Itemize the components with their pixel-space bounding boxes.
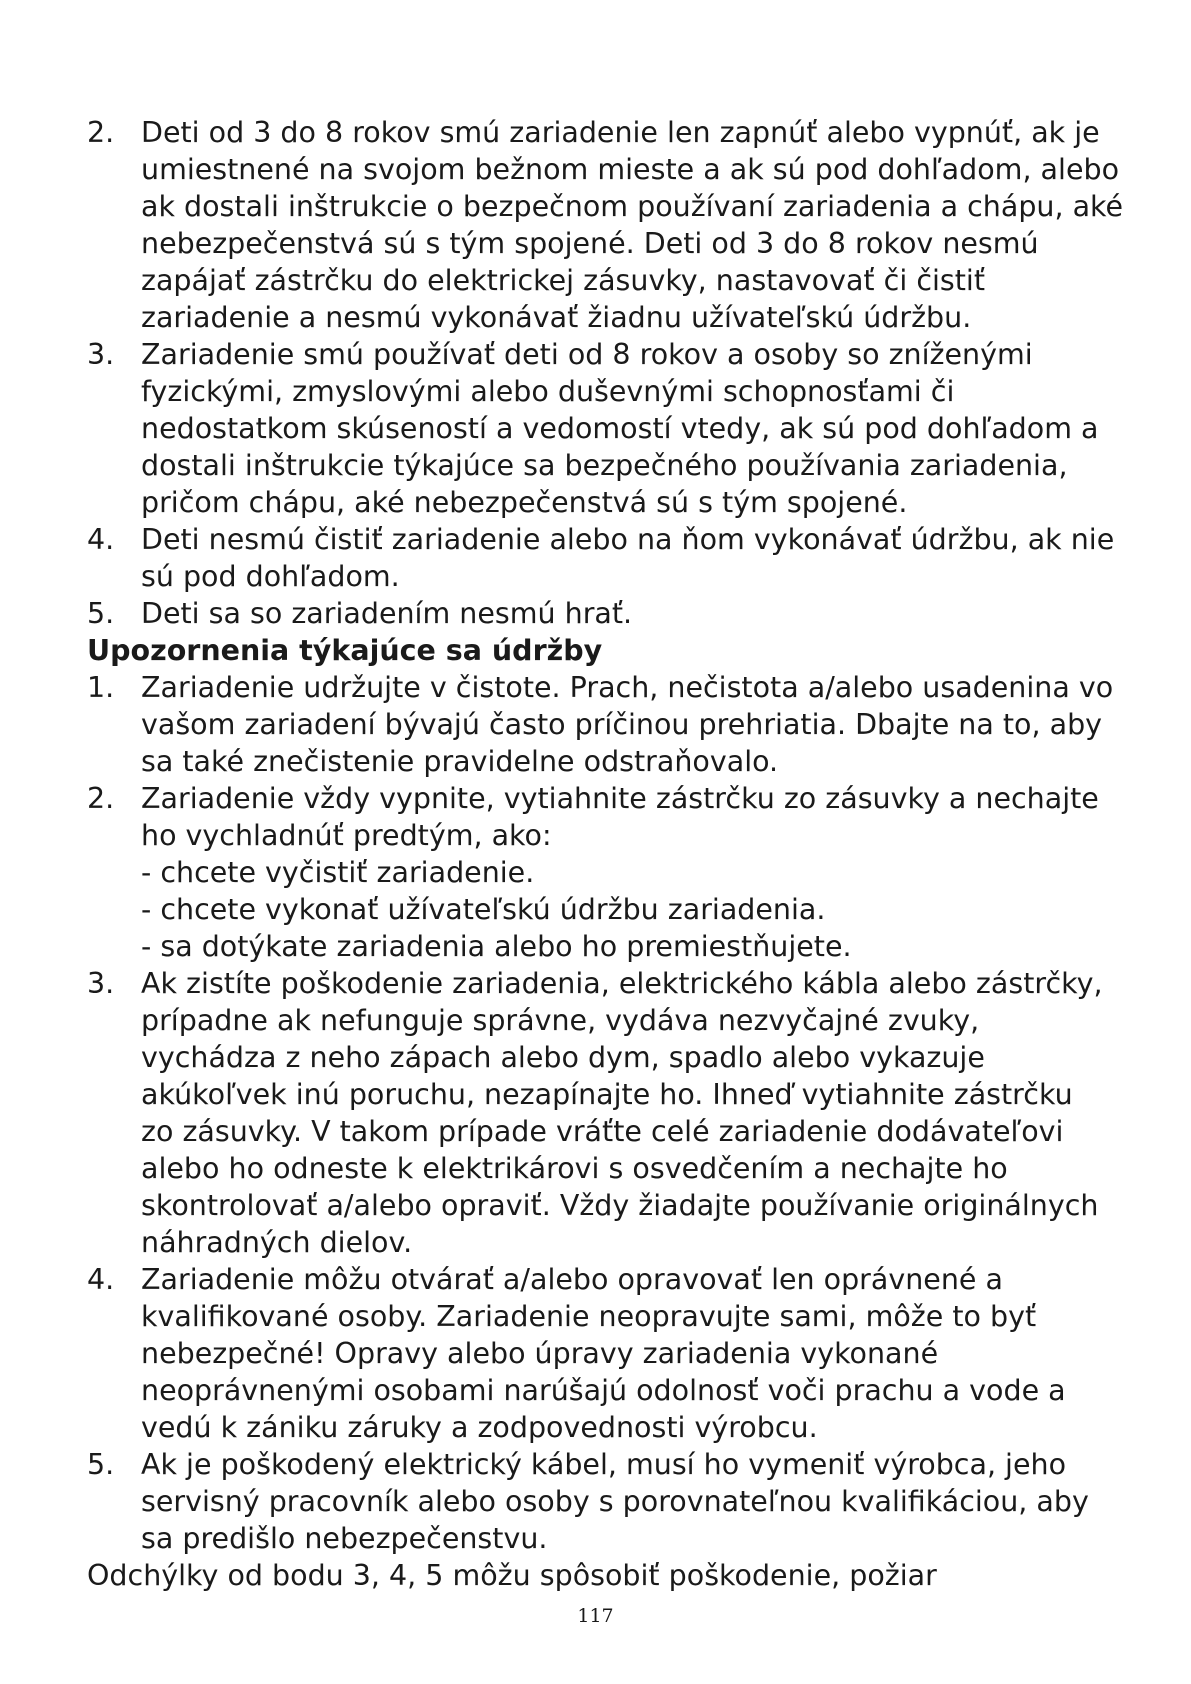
item-text-line: vychádza z neho zápach alebo dym, spadlo alebo vykazuje: [141, 1041, 985, 1074]
item-text-line: umiestnené na svojom bežnom mieste a ak sú pod dohľadom, alebo: [141, 153, 1120, 186]
item-number: 2.: [87, 116, 115, 149]
list-item: [87, 521, 1137, 595]
item-text-line: ak dostali inštrukcie o bezpečnom používaní zariadenia a chápu, aké: [141, 190, 1124, 223]
item-number: 1.: [87, 671, 115, 704]
item-text-line: akúkoľvek inú poruchu, nezapínajte ho. Ihneď vytiahnite zástrčku: [141, 1078, 1073, 1111]
item-text-line: Ak je poškodený elektrický kábel, musí ho vymeniť výrobca, jeho: [141, 1448, 1067, 1481]
item-text-line: prípadne ak nefunguje správne, vydáva nezvyčajné zvuky,: [141, 1004, 980, 1037]
page-content: [87, 114, 1137, 1594]
maintenance-warnings-list: [87, 669, 1137, 1557]
item-text-line: vašom zariadení bývajú často príčinou prehriatia. Dbajte na to, aby: [141, 708, 1103, 741]
section-heading: Upozornenia týkajúce sa údržby: [87, 634, 603, 667]
item-number: 3.: [87, 967, 115, 1000]
item-text-line: - sa dotýkate zariadenia alebo ho premiestňujete.: [141, 930, 852, 963]
item-text-line: sú pod dohľadom.: [141, 560, 400, 593]
item-text-line: neoprávnenými osobami narúšajú odolnosť voči prachu a vode a: [141, 1374, 1066, 1407]
item-text-line: nedostatkom skúseností a vedomostí vtedy, ak sú pod dohľadom a: [141, 412, 1099, 445]
item-number: 5.: [87, 597, 115, 630]
item-text-line: zariadenie a nesmú vykonávať žiadnu užívateľskú údržbu.: [141, 301, 972, 334]
item-text-line: Deti sa so zariadením nesmú hrať.: [141, 597, 633, 630]
item-text-line: vedú k zániku záruky a zodpovednosti výrobcu.: [141, 1411, 818, 1444]
item-text-line: zo zásuvky. V takom prípade vráťte celé zariadenie dodávateľovi: [141, 1115, 1064, 1148]
page-number: 117: [577, 1605, 614, 1627]
list-item: [87, 1446, 1137, 1557]
item-text-line: pričom chápu, aké nebezpečenstvá sú s tým spojené.: [141, 486, 908, 519]
item-text-line: sa predišlo nebezpečenstvu.: [141, 1522, 548, 1555]
item-number: 3.: [87, 338, 115, 371]
item-text-line: Zariadenie smú používať deti od 8 rokov a osoby so zníženými: [141, 338, 1033, 371]
list-item: [87, 595, 1137, 632]
item-text-line: nebezpečenstvá sú s tým spojené. Deti od 3 do 8 rokov nesmú: [141, 227, 1039, 260]
item-text-line: zapájať zástrčku do elektrickej zásuvky, nastavovať či čistiť: [141, 264, 986, 297]
item-number: 4.: [87, 1263, 115, 1296]
item-text-line: Deti od 3 do 8 rokov smú zariadenie len zapnúť alebo vypnúť, ak je: [141, 116, 1100, 149]
item-text-line: Zariadenie vždy vypnite, vytiahnite zástrčku zo zásuvky a nechajte: [141, 782, 1099, 815]
list-item: [87, 336, 1137, 521]
item-text-line: - chcete vyčistiť zariadenie.: [141, 856, 535, 889]
list-item: [87, 114, 1137, 336]
item-text-line: skontrolovať a/alebo opraviť. Vždy žiadajte používanie originálnych: [141, 1189, 1099, 1222]
list-item: [87, 1261, 1137, 1446]
item-text-line: - chcete vykonať užívateľskú údržbu zariadenia.: [141, 893, 826, 926]
item-text-line: Deti nesmú čistiť zariadenie alebo na ňom vykonávať údržbu, ak nie: [141, 523, 1115, 556]
item-text-line: náhradných dielov.: [141, 1226, 413, 1259]
item-text-line: Zariadenie môžu otvárať a/alebo opravovať len oprávnené a: [141, 1263, 1003, 1296]
list-item: [87, 965, 1137, 1261]
item-text-line: dostali inštrukcie týkajúce sa bezpečného používania zariadenia,: [141, 449, 1068, 482]
item-text-line: alebo ho odneste k elektrikárovi s osvedčením a nechajte ho: [141, 1152, 1008, 1185]
closing-paragraph: Odchýlky od bodu 3, 4, 5 môžu spôsobiť poškodenie, požiar: [87, 1559, 937, 1592]
item-text-line: servisný pracovník alebo osoby s porovnateľnou kvalifikáciou, aby: [141, 1485, 1089, 1518]
children-safety-list: [87, 114, 1137, 632]
item-text-line: Zariadenie udržujte v čistote. Prach, nečistota a/alebo usadenina vo: [141, 671, 1114, 704]
item-text-line: nebezpečné! Opravy alebo úpravy zariadenia vykonané: [141, 1337, 939, 1370]
list-item: [87, 780, 1137, 965]
item-text-line: kvalifikované osoby. Zariadenie neopravujte sami, môže to byť: [141, 1300, 1037, 1333]
item-number: 2.: [87, 782, 115, 815]
item-text-line: Ak zistíte poškodenie zariadenia, elektrického kábla alebo zástrčky,: [141, 967, 1103, 1000]
item-text-line: sa také znečistenie pravidelne odstraňovalo.: [141, 745, 779, 778]
item-text-line: fyzickými, zmyslovými alebo duševnými schopnosťami či: [141, 375, 955, 408]
list-item: [87, 669, 1137, 780]
item-text-line: ho vychladnúť predtým, ako:: [141, 819, 552, 852]
item-number: 4.: [87, 523, 115, 556]
item-number: 5.: [87, 1448, 115, 1481]
